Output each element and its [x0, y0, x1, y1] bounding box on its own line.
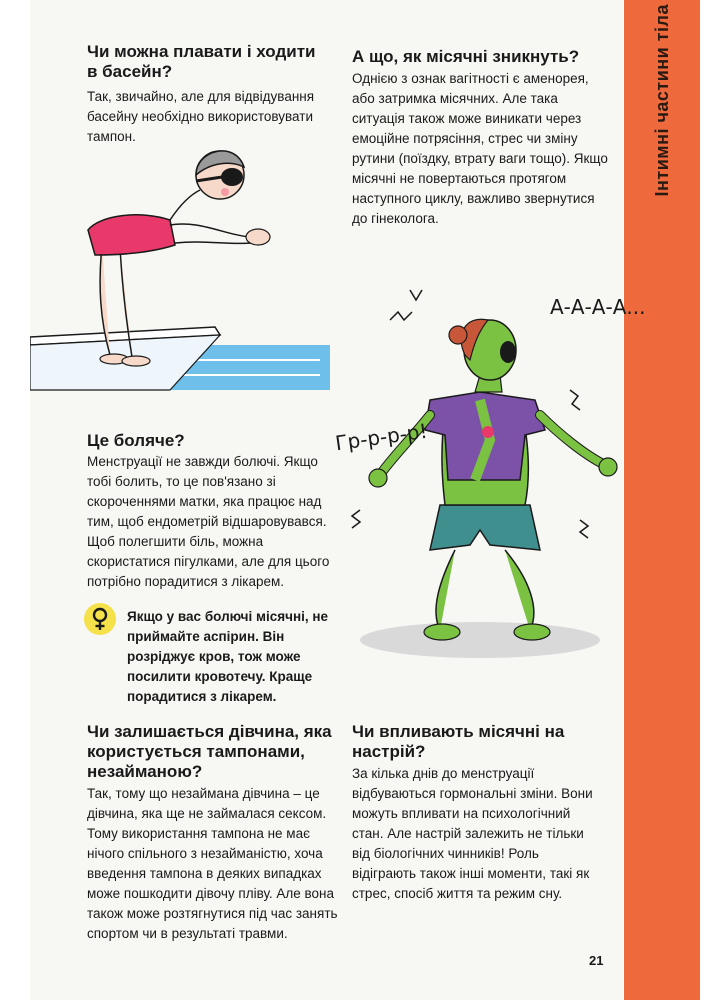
shout-growl: Гр-р-р-р! [333, 418, 429, 456]
section-heading-pain: Це боляче? [87, 431, 185, 450]
section-body-mood: За кілька днів до менструації відбуваються гормональні зміни. Вони можуть впливати на психологічний стан. Але настрій залежить не тільки від біологічних чинників! Роль відіграють також інші моменти, такі як стрес, спосіб життя та режим сну. [352, 766, 593, 901]
section-body-pool: Так, звичайно, але для відвідування басейну необхідно використовувати тампон. [87, 89, 315, 144]
section-heading-pool: Чи можна плавати і ходити в басейн? [87, 42, 316, 81]
swimmer-illustration [30, 145, 330, 395]
section-body-pain: Менструації не завжди болючі. Якщо тобі болить, то це пов'язано зі скороченнями матки, яка працює над тим, щоб ендометрій відшаровувався. Щоб полегшити біль, можна скористатися пігулками, але для цього потрібно порадитися з лікарем. [87, 454, 330, 589]
note-badge [84, 603, 116, 635]
section-body-virginity: Так, тому що незаймана дівчина – це дівчина, яка ще не займалася сексом. Тому використання тампона не має нічого спільного з незайманістю, хоча введення тампона в деяких випадках може пошкодити дівочу пліву. Але вона також може розтягнутися під час занять спортом чи в результаті травми. [87, 786, 338, 941]
angry-figure-illustration [330, 280, 620, 660]
section-heading-virginity: Чи залишається дівчина, яка користується тампонами, незайманою? [87, 722, 332, 781]
section-heading-missing-period: А що, як місячні зникнуть? [352, 47, 580, 66]
shout-scream: А-А-А-А... [550, 295, 646, 319]
section-heading-mood: Чи впливають місячні на настрій? [352, 722, 565, 761]
female-symbol-icon [84, 603, 116, 635]
page-number: 21 [589, 953, 604, 968]
note-text: Якщо у вас болючі місячні, не приймайте аспірин. Він розріджує кров, тож може посилити кровотечу. Краще порадитися з лікарем. [127, 609, 329, 704]
chapter-title: Інтимні частини тіла [651, 3, 672, 197]
chapter-sidebar [624, 0, 700, 1000]
section-body-missing-period: Однією з ознак вагітності є аменорея, або затримка місячних. Але така ситуація також може виникати через емоційне потрясіння, стрес чи зміну рутини (поїздку, втрату ваги тощо). Якщо місячні не повертаються протягом наступного циклу, важливо звернутися до гінеколога. [352, 71, 608, 226]
